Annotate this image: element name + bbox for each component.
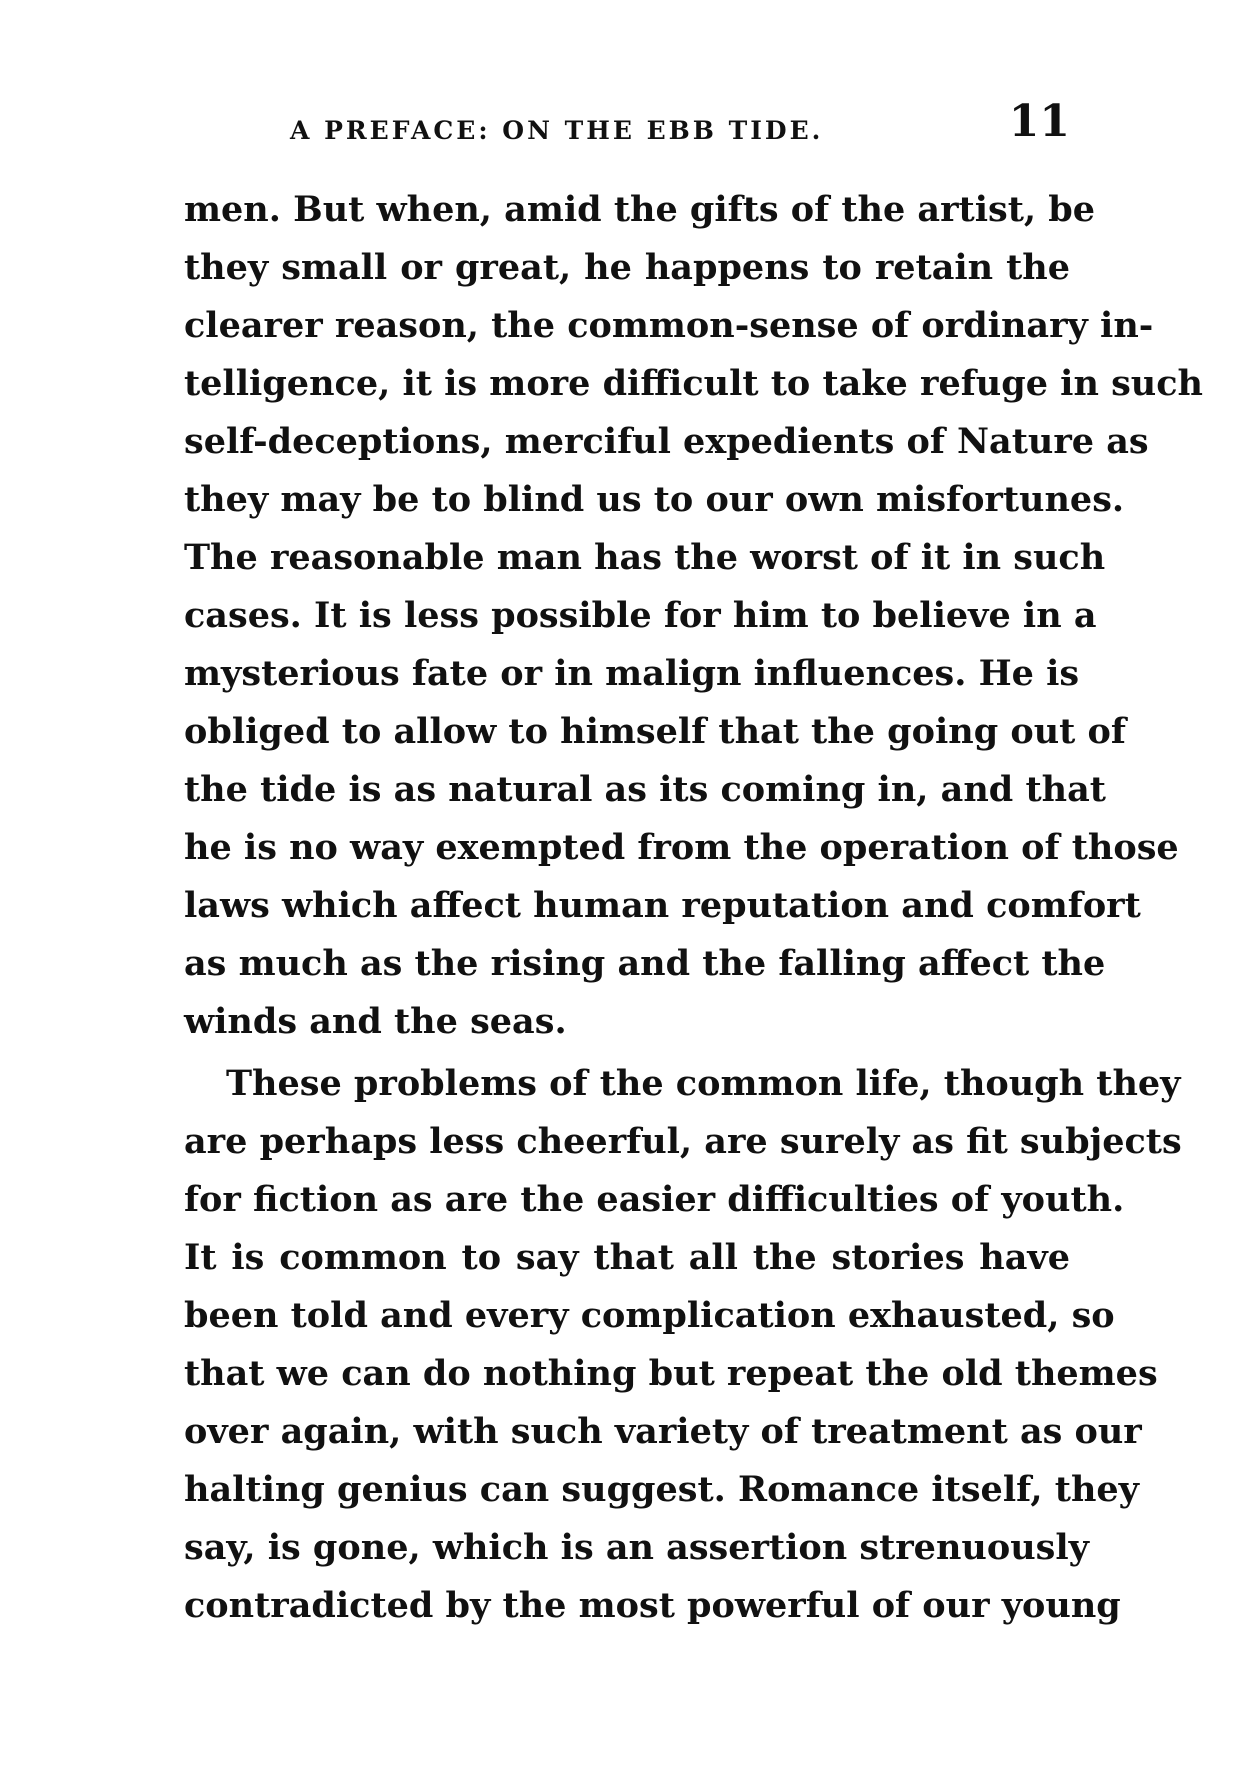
text-line: obliged to allow to himself that the going out of xyxy=(184,711,1126,752)
paragraph-1 xyxy=(184,181,1203,1051)
running-head xyxy=(290,96,1070,152)
text-line: he is no way exempted from the operation of those xyxy=(184,827,1179,868)
text-line: self-deceptions, merciful expedients of Nature as xyxy=(184,421,1149,462)
text-line: that we can do nothing but repeat the old themes xyxy=(184,1353,1158,1394)
page-number: 11 xyxy=(1008,96,1070,147)
body-text xyxy=(184,181,1203,1635)
text-line: halting genius can suggest. Romance itself, they xyxy=(184,1469,1139,1510)
text-line: for fiction as are the easier difficulties of youth. xyxy=(184,1179,1125,1220)
text-line: they may be to blind us to our own misfortunes. xyxy=(184,479,1125,520)
text-line: men. But when, amid the gifts of the artist, be xyxy=(184,189,1095,230)
text-line: It is common to say that all the stories have xyxy=(184,1237,1070,1278)
paragraph-2 xyxy=(184,1055,1182,1635)
text-line: winds and the seas. xyxy=(184,1001,567,1042)
text-line: contradicted by the most powerful of our young xyxy=(184,1585,1121,1626)
text-line: as much as the rising and the falling affect the xyxy=(184,943,1106,984)
text-line: they small or great, he happens to retain the xyxy=(184,247,1070,288)
running-title: A PREFACE: ON THE EBB TIDE. xyxy=(290,116,824,145)
text-line: the tide is as natural as its coming in, and that xyxy=(184,769,1106,810)
text-line: over again, with such variety of treatment as our xyxy=(184,1411,1142,1452)
text-line: clearer reason, the common-sense of ordinary in- xyxy=(184,305,1154,346)
text-line: These problems of the common life, though they xyxy=(226,1063,1181,1104)
text-line: The reasonable man has the worst of it in such xyxy=(184,537,1106,578)
text-line: cases. It is less possible for him to believe in a xyxy=(184,595,1097,636)
text-line: say, is gone, which is an assertion strenuously xyxy=(184,1527,1089,1568)
text-line: been told and every complication exhausted, so xyxy=(184,1295,1115,1336)
text-line: mysterious fate or in malign influences. He is xyxy=(184,653,1080,694)
text-line: laws which affect human reputation and comfort xyxy=(184,885,1141,926)
text-line: telligence, it is more difficult to take refuge in such xyxy=(184,363,1203,404)
text-line: are perhaps less cheerful, are surely as fit subjects xyxy=(184,1121,1182,1162)
